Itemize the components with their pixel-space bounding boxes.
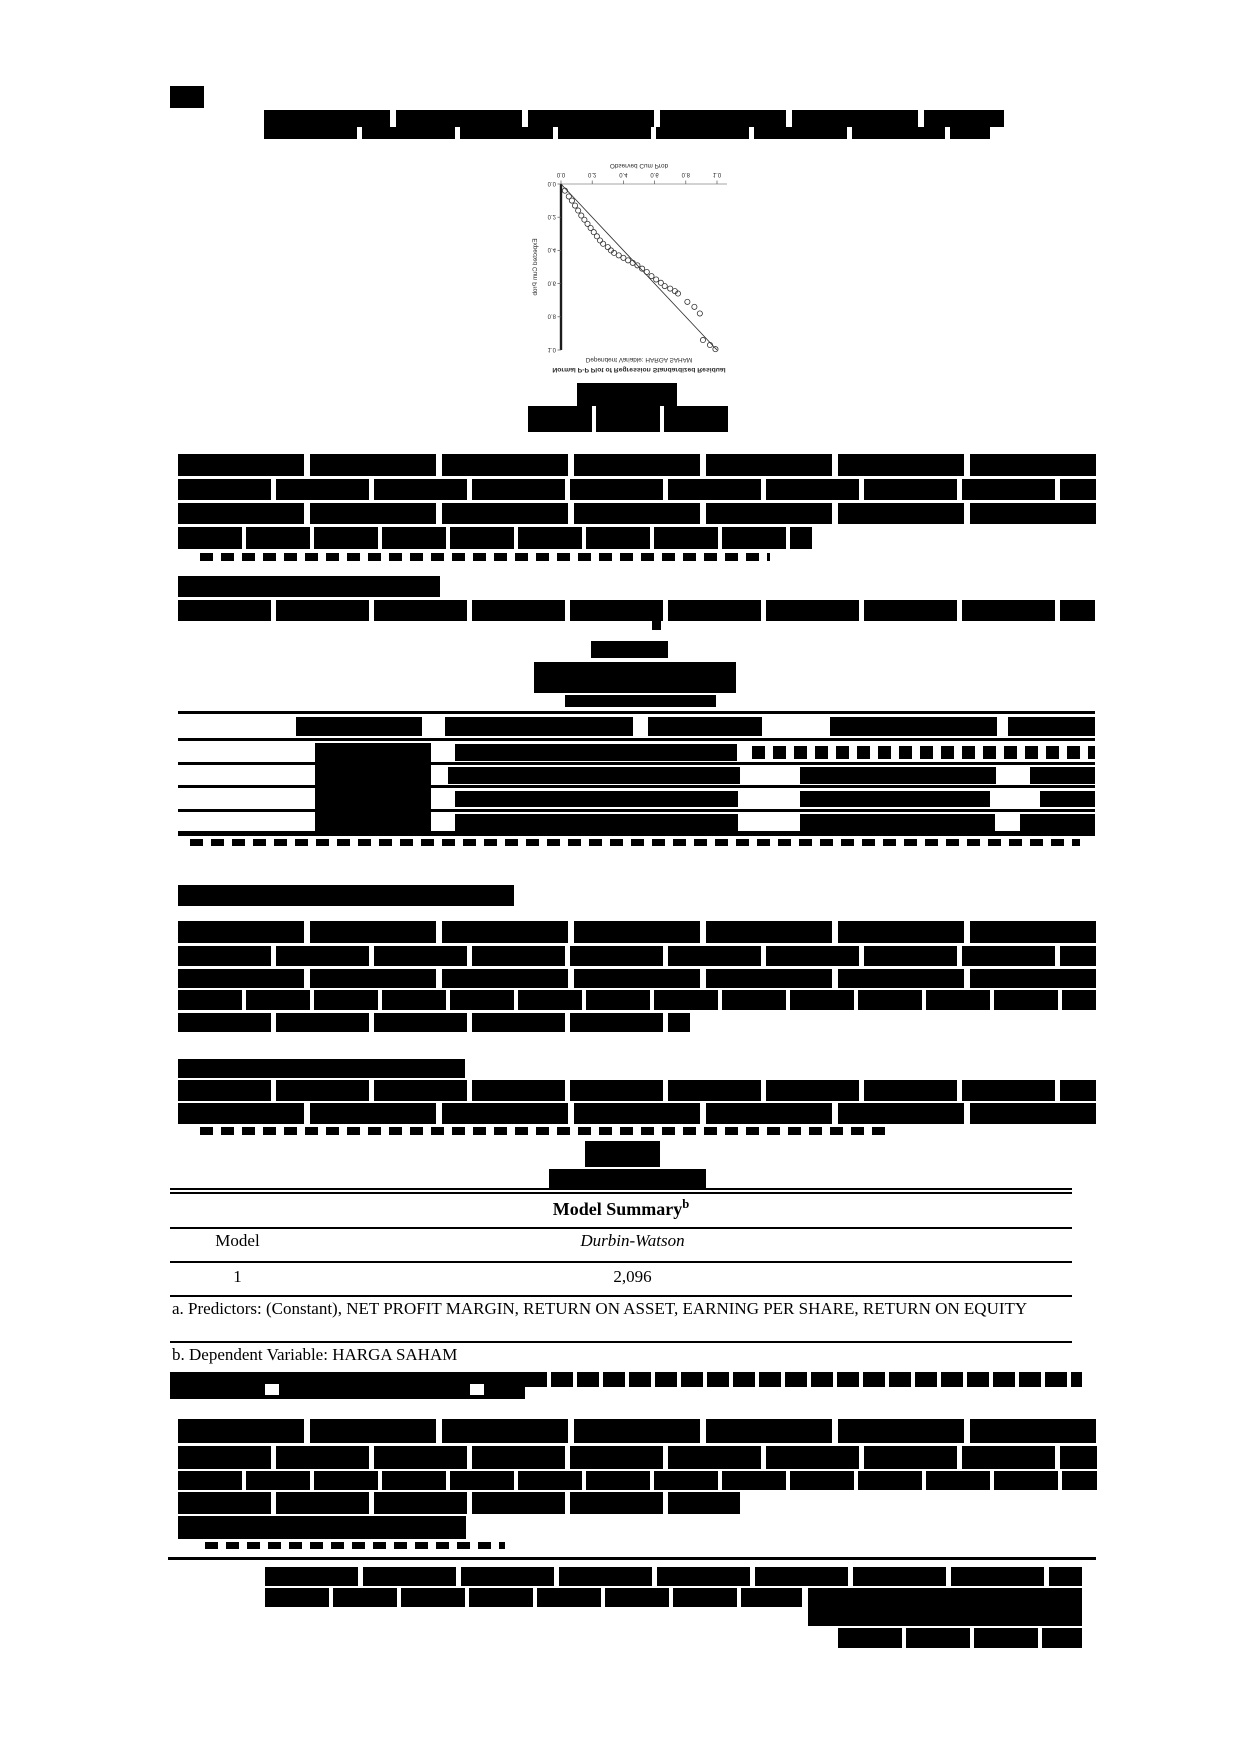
svg-text:Expected Cum Prob: Expected Cum Prob: [532, 238, 539, 296]
redacted-paragraph-line: [178, 1013, 690, 1032]
model-summary-title-text: Model Summary: [552, 1199, 683, 1219]
redacted-section-heading: [178, 1516, 466, 1539]
footnote-dependent-variable: b. Dependent Variable: HARGA SAHAM: [172, 1345, 458, 1364]
table-rule: [178, 831, 1095, 836]
redacted-table-cell: [455, 744, 737, 761]
redacted-section-heading: [178, 576, 440, 597]
redacted-table-cell: [800, 814, 995, 831]
redacted-table-cell: [315, 743, 431, 835]
redacted-table-caption: [534, 662, 736, 693]
pp-plot-chart: [523, 156, 763, 380]
svg-text:0.6: 0.6: [650, 171, 659, 177]
redacted-section-heading: [178, 885, 514, 906]
redacted-paragraph-line: [178, 969, 1096, 988]
redacted-paragraph-line: [178, 946, 1096, 966]
redacted-table-cell: [800, 767, 996, 784]
svg-text:1.0: 1.0: [712, 171, 722, 177]
redacted-figure-label: [577, 383, 677, 406]
redacted-table-cell: [455, 791, 738, 807]
redacted-table-cell: [830, 717, 997, 736]
redacted-table-cell: [445, 717, 633, 736]
redacted-paragraph-line: [265, 1567, 1082, 1586]
redacted-paragraph-line: [178, 454, 1096, 476]
svg-text:0.0: 0.0: [547, 179, 556, 186]
redacted-text-remnant: [200, 1127, 890, 1135]
redacted-text-remnant: [200, 553, 770, 561]
horizontal-rule: [168, 1557, 1096, 1560]
redacted-paragraph-line: [265, 1588, 802, 1607]
svg-text:Observed Cum Prob: Observed Cum Prob: [609, 162, 669, 169]
column-header-durbin-watson: Durbin-Watson: [580, 1231, 685, 1250]
footnote-predictors: a. Predictors: (Constant), NET PROFIT MARGIN, RETURN ON ASSET, EARNING PER SHARE, RETURN ON EQUITY: [172, 1299, 1028, 1318]
table-rule: [170, 1227, 1072, 1229]
svg-text:1.0: 1.0: [547, 345, 556, 352]
table-rule: [170, 1341, 1072, 1343]
table-rule: [178, 809, 1095, 812]
redacted-table-cell: [448, 767, 740, 784]
redacted-table-caption: [549, 1169, 706, 1190]
table-rule: [178, 785, 1095, 788]
redacted-section-heading: [170, 1372, 525, 1399]
redacted-table-cell: [752, 746, 1095, 759]
svg-text:0.4: 0.4: [619, 171, 628, 177]
redacted-title-line: [264, 110, 1004, 127]
cell-model-number: 1: [233, 1267, 242, 1286]
redacted-table-cell: [1008, 717, 1095, 736]
redacted-paragraph-line: [178, 990, 1096, 1010]
redacted-page-number: [170, 86, 204, 108]
redacted-paragraph-line: [178, 503, 1096, 524]
svg-text:0.8: 0.8: [547, 312, 556, 319]
redacted-table-cell: [648, 717, 762, 736]
redacted-paragraph-block: [808, 1588, 1082, 1626]
column-header-model: Model: [215, 1231, 260, 1250]
redacted-paragraph-line: [178, 479, 1096, 500]
svg-text:0.2: 0.2: [588, 171, 597, 177]
redacted-title-line: [264, 127, 990, 139]
table-rule: [170, 1188, 1072, 1190]
redacted-paragraph-line: [178, 527, 812, 549]
redacted-table-cell: [800, 791, 990, 807]
svg-text:Dependent Variable: HARGA SAHA: Dependent Variable: HARGA SAHAM: [585, 356, 693, 363]
svg-text:0.8: 0.8: [681, 171, 690, 177]
redacted-table-cell: [1040, 791, 1095, 807]
model-summary-title-superscript: b: [682, 1197, 690, 1211]
table-rule: [170, 1295, 1072, 1297]
redacted-paragraph-line: [178, 1419, 1097, 1443]
table-rule: [170, 1192, 1072, 1194]
redacted-table-cell: [296, 717, 422, 736]
redacted-figure-caption: [528, 406, 731, 432]
redacted-paragraph-line: [178, 1471, 1097, 1490]
redacted-text-remnant: [652, 621, 661, 630]
redacted-table-cell: [1020, 814, 1095, 831]
redacted-table-caption: [565, 695, 716, 707]
redacted-text-remnant: [190, 839, 1080, 846]
redacted-section-heading: [178, 1059, 465, 1078]
redacted-paragraph-line: [178, 1446, 1097, 1469]
redacted-paragraph-line: [178, 1080, 1096, 1101]
redacted-table-cell: [1030, 767, 1095, 784]
svg-text:Normal P-P Plot of Regression: Normal P-P Plot of Regression Standardized Residual: [552, 366, 726, 373]
table-rule: [178, 711, 1095, 714]
model-summary-title: [170, 1197, 1072, 1220]
redacted-paragraph-line: [178, 921, 1096, 943]
redacted-paragraph-line: [178, 1492, 740, 1514]
svg-text:0.6: 0.6: [547, 279, 556, 286]
redacted-text-remnant: [205, 1542, 505, 1549]
redacted-table-cell: [455, 814, 738, 831]
redacted-paragraph-line: [178, 600, 1095, 621]
redacted-table-label: [591, 641, 668, 658]
redacted-table-label: [585, 1141, 660, 1167]
table-rule: [170, 1261, 1072, 1263]
svg-text:0.4: 0.4: [547, 246, 556, 253]
svg-text:0.2: 0.2: [547, 213, 556, 219]
table-rule: [178, 738, 1095, 741]
redacted-paragraph-line: [838, 1628, 1082, 1648]
table-rule: [178, 762, 1095, 765]
redacted-paragraph-line: [178, 1103, 1096, 1124]
svg-text:0.0: 0.0: [556, 171, 566, 177]
pp-plot-svg: [523, 156, 763, 380]
cell-durbin-watson-value: 2,096: [613, 1267, 652, 1286]
redacted-heading-continuation: [525, 1372, 1082, 1387]
redaction-gap: [265, 1384, 279, 1395]
redaction-gap: [470, 1384, 484, 1395]
